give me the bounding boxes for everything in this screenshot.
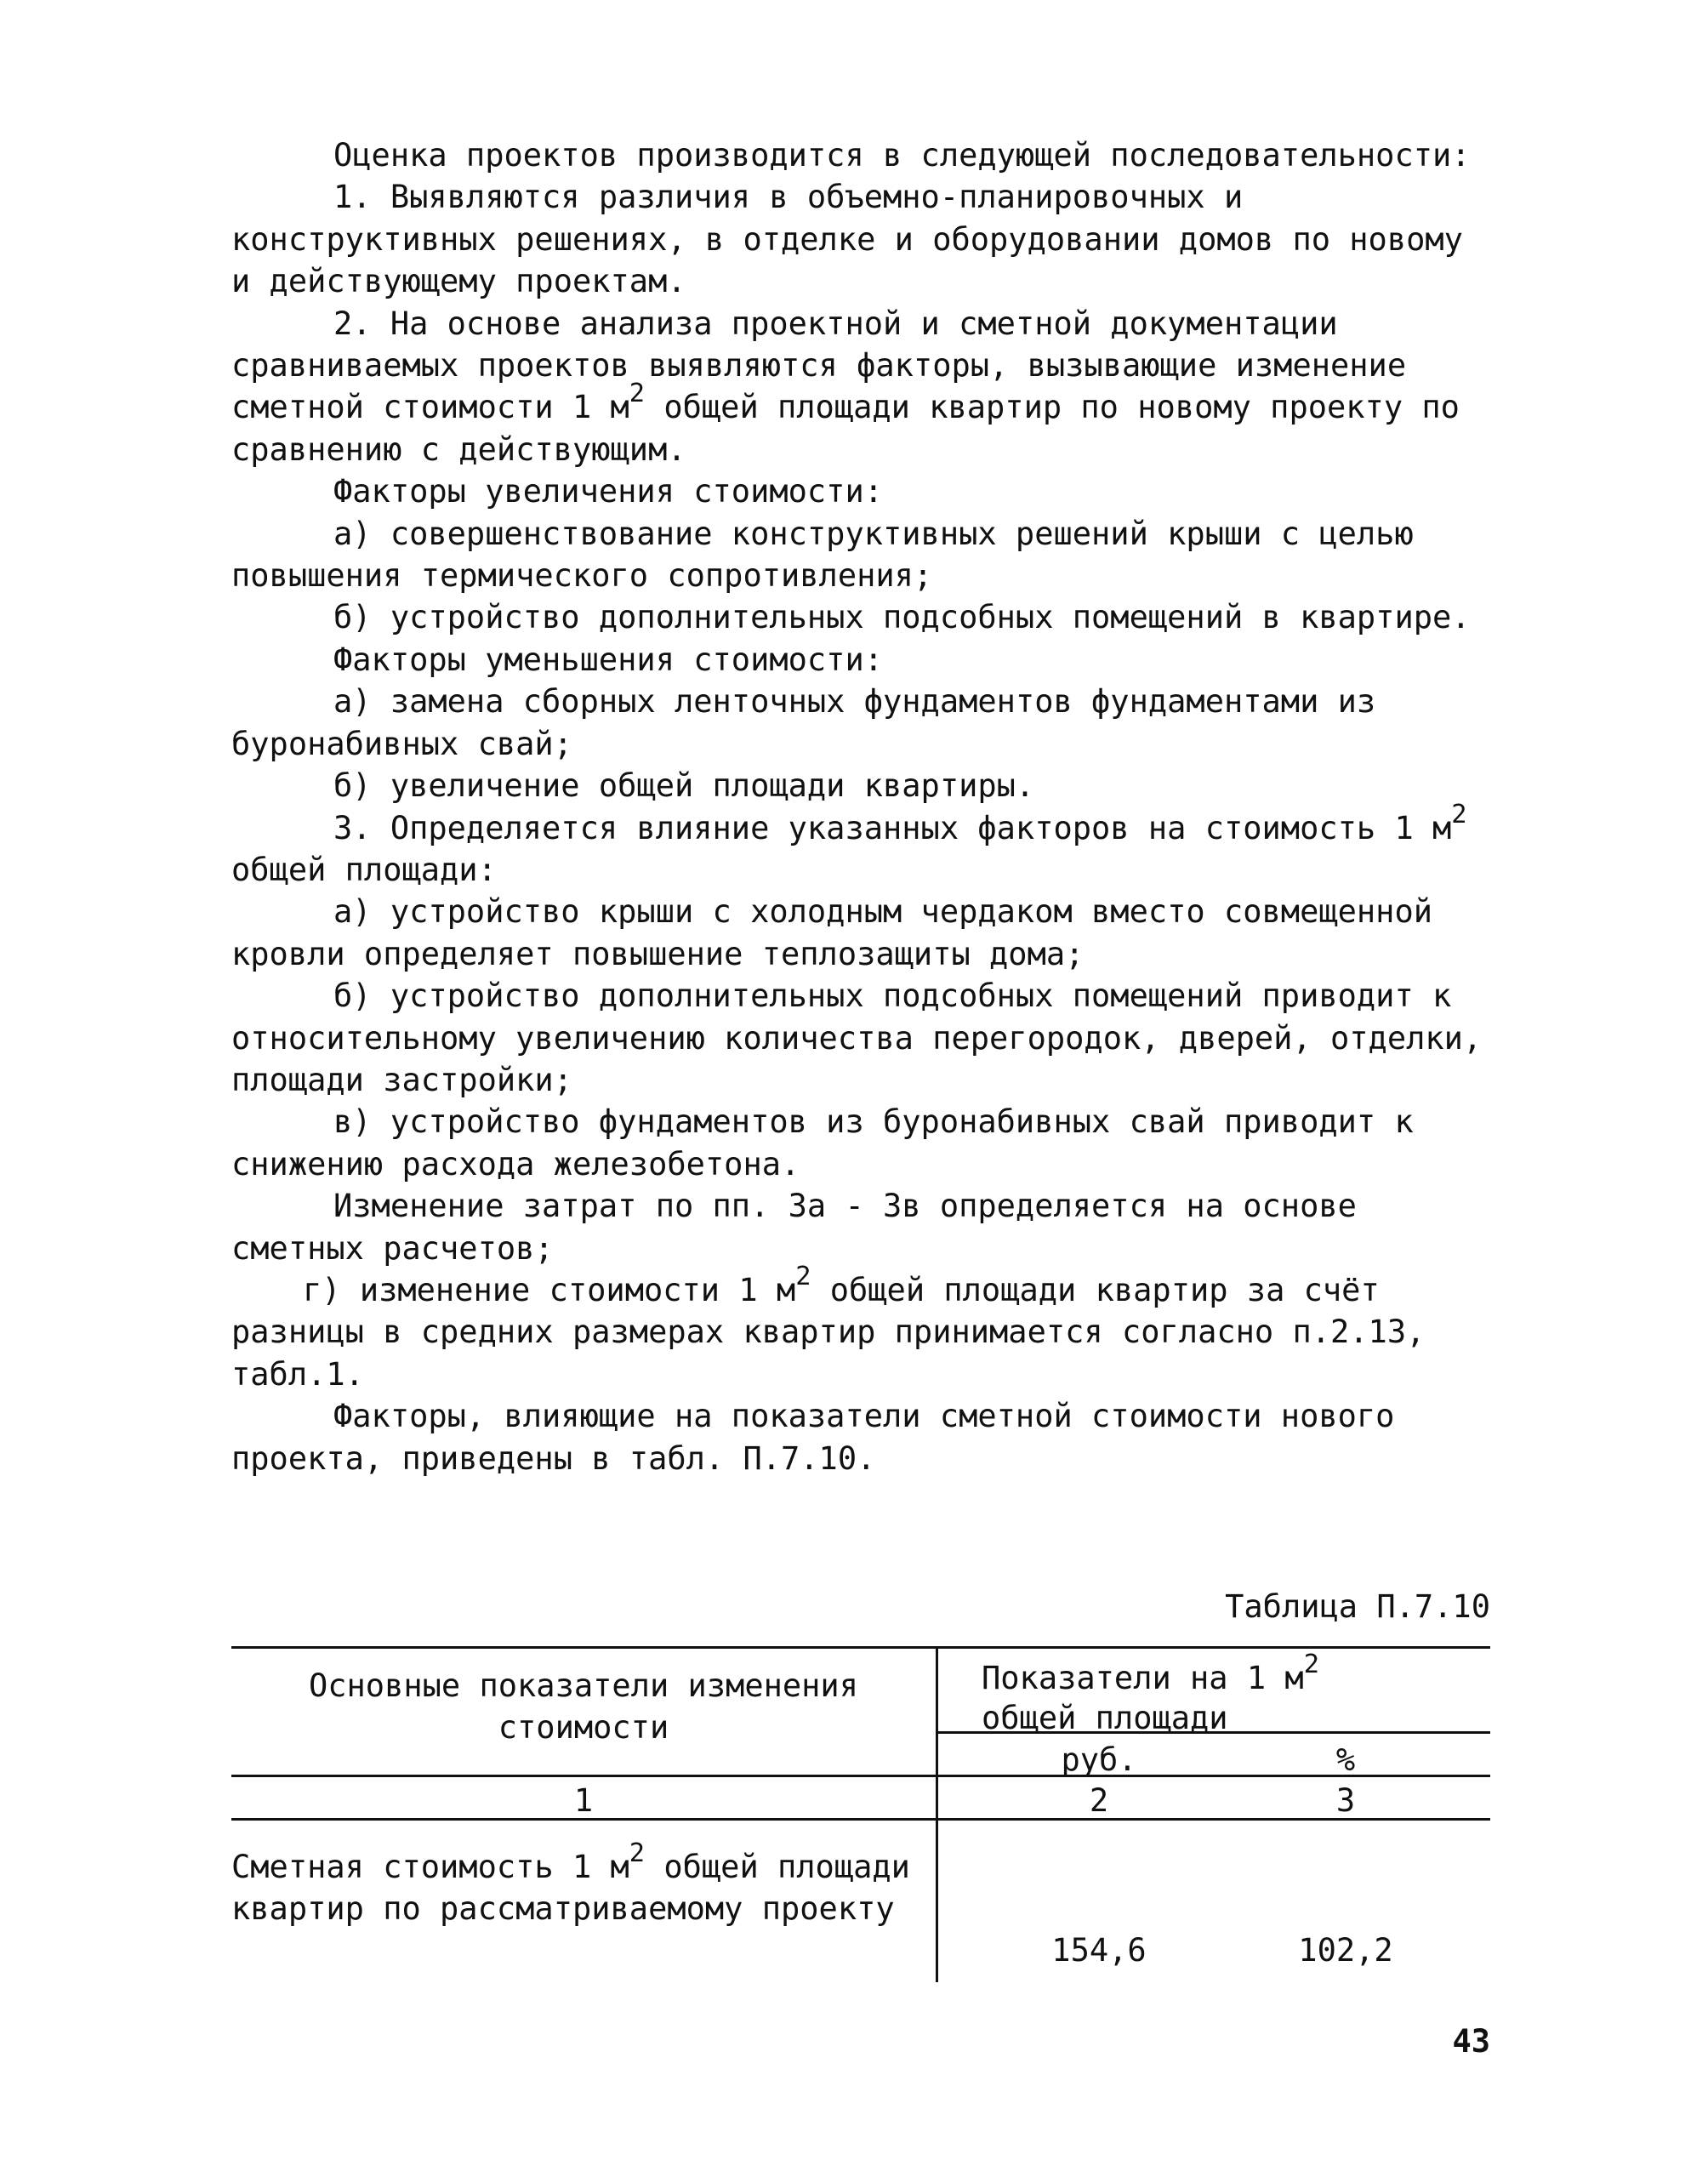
paragraph-text: общей площади: — [231, 851, 497, 888]
header-group-label: Показатели на 1 м — [982, 1660, 1304, 1696]
paragraph-text: общей площади квартир за счёт разницы в средних размерах квартир принимается согласно п.2.13, табл.1. — [231, 1271, 1426, 1393]
header-rub: руб. — [1061, 1741, 1137, 1778]
paragraph-text: 2. На основе анализа проектной и сметной документации сравниваемых проектов выявляются факторы, вызывающие изменение сметной стоимости 1 м — [231, 305, 1407, 426]
value-rub: 154,6 — [1051, 1932, 1147, 1969]
paragraph-text: общей площади квартир по новому проекту по сравнению с действующим. — [231, 389, 1460, 468]
paragraph: а) замена сборных ленточных фундаментов фундаментами из буронабивных свай; — [231, 683, 1376, 762]
row-label-text: общей площади квартир по рассматриваемому проекту — [231, 1849, 910, 1927]
value-percent: 102,2 — [1298, 1932, 1393, 1969]
header-total-area: общей площади — [982, 1700, 1228, 1736]
superscript: 2 — [1451, 799, 1467, 829]
column-number: 2 — [1089, 1782, 1109, 1819]
paragraph: 1. Выявляются различия в объемно-планировочных и конструктивных решениях, в отделке и оборудовании домов по новому и действующему проектам. — [231, 179, 1463, 300]
body-text — [231, 134, 1490, 1479]
column-number: 3 — [1335, 1782, 1356, 1819]
page-number: 43 — [1452, 2023, 1490, 2060]
paragraph-text: 3. Определяется влияние указанных факторов на стоимость 1 м — [333, 809, 1452, 846]
superscript: 2 — [629, 379, 646, 409]
table-vertical-rule — [936, 1646, 938, 1982]
superscript: 2 — [629, 1838, 646, 1869]
table-caption: Таблица П.7.10 — [1225, 1588, 1490, 1625]
row-label — [231, 1838, 912, 1929]
column-number: 1 — [573, 1782, 594, 1819]
header-per-m2 — [982, 1650, 1458, 1699]
paragraph: Факторы уменьшения стоимости: — [333, 641, 884, 678]
paragraph: Факторы увеличения стоимости: — [333, 473, 884, 510]
paragraph: Изменение затрат по пп. 3а - 3в определяется на основе сметных расчетов; — [231, 1188, 1357, 1267]
paragraph — [231, 303, 1490, 471]
paragraph: а) совершенствование конструктивных решений крыши с целью повышения термического сопротивления; — [231, 515, 1414, 595]
paragraph — [231, 799, 1490, 892]
paragraph: б) устройство дополнительных подсобных помещений приводит к относительному увеличению количества перегородок, дверей, отделки, площади застройки; — [231, 977, 1483, 1098]
paragraph-text: г) изменение стоимости 1 м — [303, 1271, 796, 1308]
header-percent: % — [1335, 1741, 1356, 1778]
table-top-rule — [231, 1646, 1490, 1649]
cost-table — [231, 1646, 1490, 1982]
paragraph: Оценка проектов производится в следующей последовательности: — [333, 137, 1471, 174]
superscript: 2 — [795, 1262, 811, 1292]
paragraph: а) устройство крыши с холодным чердаком вместо совмещенной кровли определяет повышение теплозащиты дома; — [231, 893, 1433, 972]
paragraph: в) устройство фундаментов из буронабивных свай приводит к снижению расхода железобетона. — [231, 1103, 1414, 1183]
header-indicators: Основные показатели изменения стоимости — [308, 1667, 858, 1746]
paragraph: Факторы, влияющие на показатели сметной стоимости нового проекта, приведены в табл. П.7.10. — [231, 1398, 1395, 1477]
row-label-text: Сметная стоимость 1 м — [231, 1849, 629, 1885]
paragraph: б) устройство дополнительных подсобных помещений в квартире. — [333, 599, 1471, 636]
superscript: 2 — [1303, 1650, 1319, 1680]
paragraph: б) увеличение общей площади квартиры. — [333, 767, 1035, 805]
paragraph — [231, 1262, 1490, 1395]
